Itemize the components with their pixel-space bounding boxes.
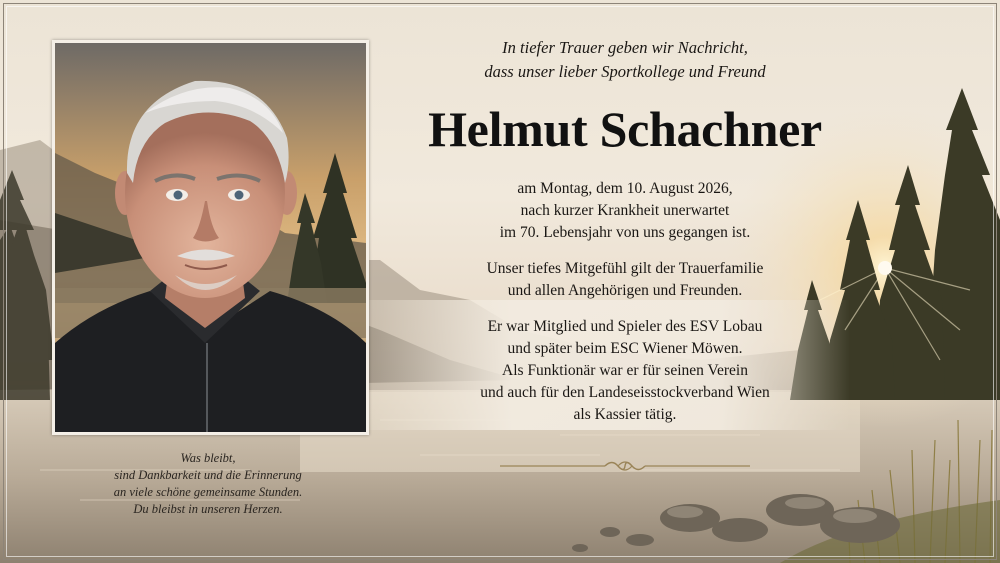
quote-line-4: Du bleibst in unseren Herzen. (133, 502, 283, 516)
biography-line-4: und auch für den Landeseisstockverband Wien (480, 384, 770, 401)
intro-line-1: In tiefer Trauer geben wir Nachricht, (502, 38, 748, 57)
condolence-line-2: und allen Angehörigen und Freunden. (507, 282, 743, 299)
intro-text (395, 36, 855, 84)
obituary-text (395, 36, 855, 426)
death-info-line-3: im 70. Lebensjahr von uns gegangen ist. (499, 224, 751, 241)
death-info-line-1: am Montag, dem 10. August 2026, (517, 180, 733, 197)
death-info-line-2: nach kurzer Krankheit unerwartet (520, 202, 730, 219)
quote-line-3: an viele schöne gemeinsame Stunden. (113, 485, 303, 499)
portrait-photo (52, 40, 369, 435)
quote-line-1: Was bleibt, (180, 451, 236, 465)
deceased-name: Helmut Schachner (428, 101, 822, 157)
biography-text (395, 316, 855, 426)
death-info (395, 178, 855, 244)
intro-line-2: dass unser lieber Sportkollege und Freund (484, 62, 766, 81)
condolence-line-1: Unser tiefes Mitgefühl gilt der Trauerfamilie (486, 260, 764, 277)
biography-line-1: Er war Mitglied und Spieler des ESV Lobau (487, 318, 763, 335)
ornament-divider-icon (500, 457, 750, 475)
quote-line-2: sind Dankbarkeit und die Erinnerung (114, 468, 302, 482)
memorial-quote (60, 450, 356, 518)
condolence-text (395, 258, 855, 302)
biography-line-2: und später beim ESC Wiener Möwen. (507, 340, 743, 357)
biography-line-3: Als Funktionär war er für seinen Verein (502, 362, 748, 379)
biography-line-5: als Kassier tätig. (573, 406, 677, 423)
